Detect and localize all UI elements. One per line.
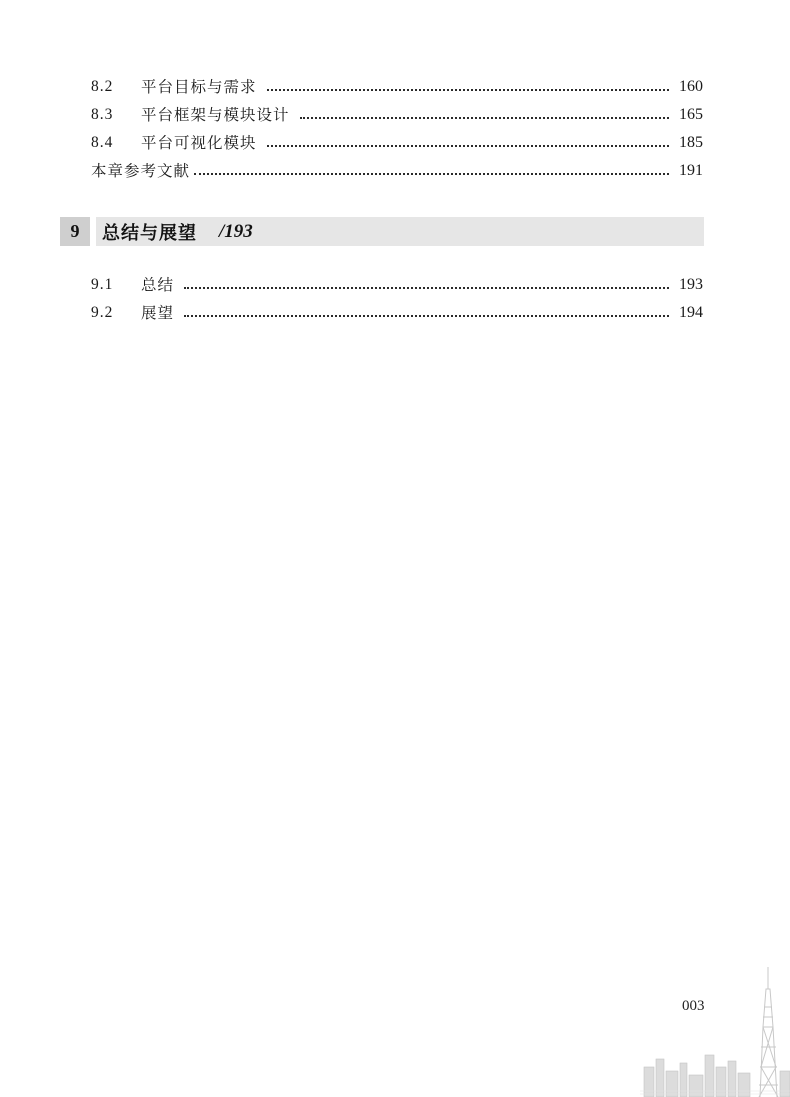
page-number: 193 <box>679 276 703 293</box>
page-number: 194 <box>679 304 703 321</box>
chapter-number: 9 <box>60 217 90 246</box>
section-title: 本章参考文献 <box>91 162 191 180</box>
section-number: 9.2 <box>91 304 114 321</box>
chapter-heading[interactable] <box>60 217 704 246</box>
chapter-title: 总结与展望 <box>102 222 197 244</box>
page-number: 191 <box>679 162 703 179</box>
section-number: 8.4 <box>91 134 114 151</box>
toc-entry-9-2[interactable] <box>91 301 703 325</box>
section-title: 总结 <box>141 276 175 294</box>
section-title: 平台目标与需求 <box>141 78 257 96</box>
dot-leader <box>184 287 669 289</box>
page-number: 185 <box>679 134 703 151</box>
chapter-page: /193 <box>219 220 253 242</box>
toc-entry-references[interactable] <box>91 159 703 183</box>
chapter-divider <box>90 217 96 246</box>
dot-leader <box>267 89 669 91</box>
dot-leader <box>184 315 669 317</box>
section-title: 平台框架与模块设计 <box>141 106 290 124</box>
page-folio: 003 <box>682 998 705 1014</box>
section-number: 8.2 <box>91 78 114 95</box>
section-title: 展望 <box>141 304 175 322</box>
page-number: 160 <box>679 78 703 95</box>
section-title: 平台可视化模块 <box>141 134 257 152</box>
dot-leader <box>194 173 669 175</box>
page-number: 165 <box>679 106 703 123</box>
section-number: 8.3 <box>91 106 114 123</box>
toc-entry-8-3[interactable] <box>91 103 703 127</box>
dot-leader <box>267 145 669 147</box>
toc-entry-8-4[interactable] <box>91 131 703 155</box>
dot-leader <box>300 117 669 119</box>
city-skyline-icon <box>640 967 790 1097</box>
toc-entry-9-1[interactable] <box>91 273 703 297</box>
section-number: 9.1 <box>91 276 114 293</box>
toc-entry-8-2[interactable] <box>91 75 703 99</box>
